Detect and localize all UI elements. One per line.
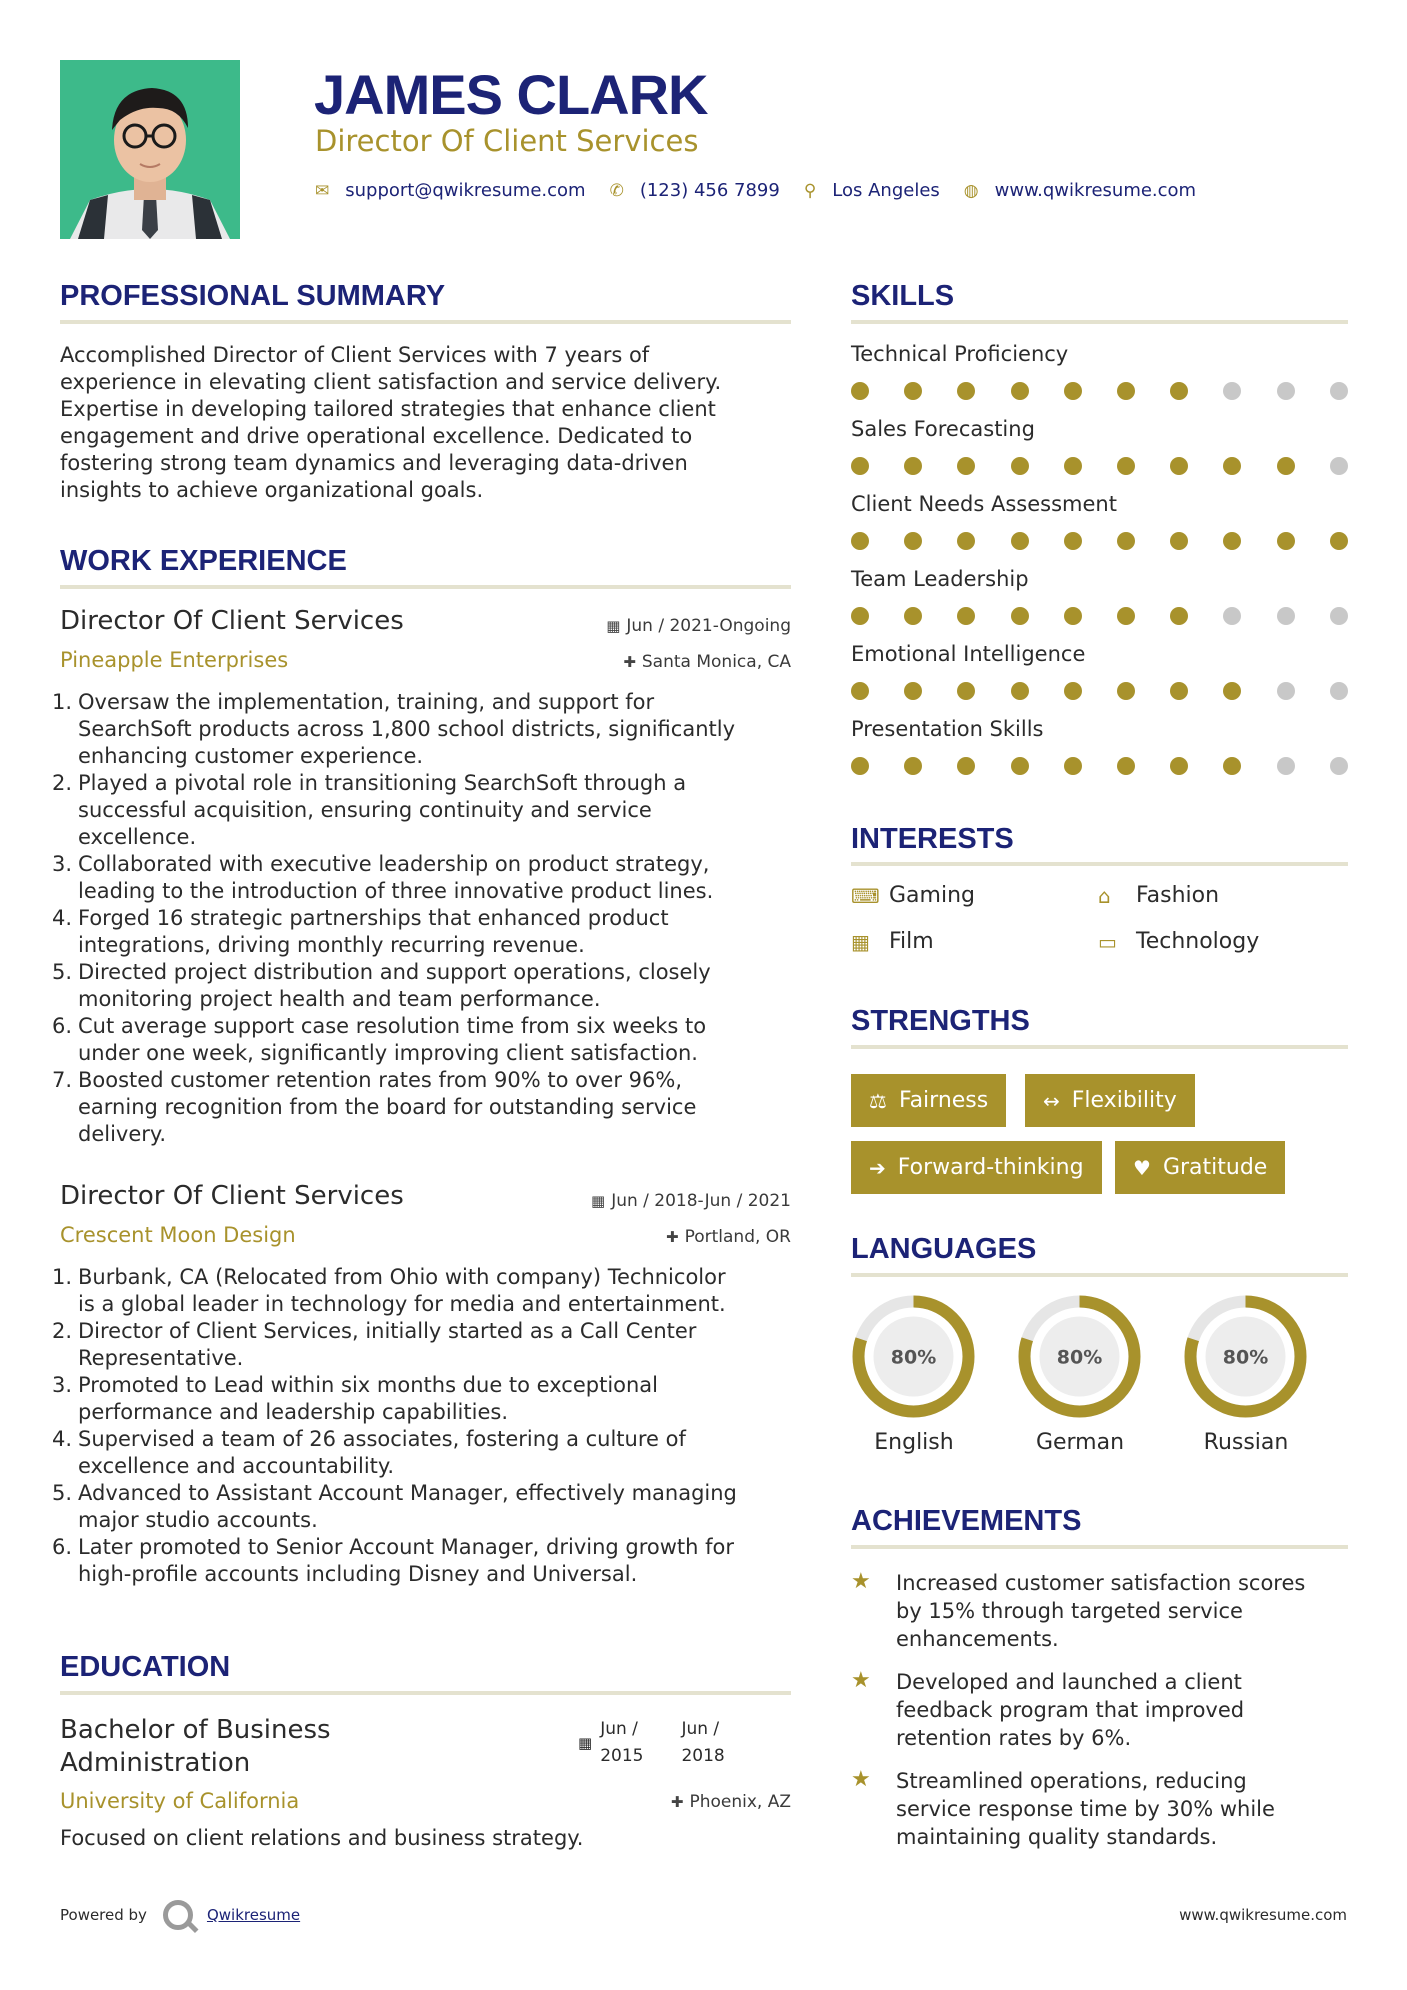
school-name: University of California [60, 1789, 300, 1813]
duty-line: Burbank, CA (Relocated from Ohio with company) Technicolor [78, 1265, 726, 1289]
section-divider [60, 1691, 791, 1695]
degree-line: Bachelor of Business [60, 1715, 331, 1745]
degree-name [60, 1714, 331, 1780]
achievement-line: Developed and launched a client [896, 1670, 1242, 1694]
school-location-text: Phoenix, AZ [689, 1792, 791, 1812]
skill-dot-empty [1330, 757, 1348, 775]
film-icon: ▦ [851, 929, 870, 954]
interest-item [851, 929, 934, 954]
duty-item [52, 1372, 791, 1426]
pushpin-icon: ✚ [623, 653, 636, 671]
duty-item [52, 1480, 791, 1534]
duty-line: Advanced to Assistant Account Manager, effectively managing [78, 1481, 737, 1505]
duty-line: Director of Client Services, initially started as a Call Center [78, 1319, 697, 1343]
duty-line: successful acquisition, ensuring continuity and service [78, 798, 652, 822]
contact-email[interactable]: support@qwikresume.com [345, 180, 586, 201]
summary-heading: PROFESSIONAL SUMMARY [60, 280, 446, 312]
skill-dot-filled [1223, 532, 1241, 550]
duty-line: leading to the introduction of three innovative product lines. [78, 879, 714, 903]
footer-brand-link[interactable]: Qwikresume [206, 1906, 301, 1924]
interest-item [1098, 883, 1219, 908]
shopping-bag-icon: ⌂ [1098, 883, 1111, 908]
skill-dot-filled [1117, 757, 1135, 775]
duty-line: major studio accounts. [78, 1508, 318, 1532]
skill-dot-filled [1170, 682, 1188, 700]
job-title: Director Of Client Services [60, 606, 404, 636]
calendar-icon: ▦ [606, 617, 621, 635]
arrow-right-icon: ➔ [869, 1155, 886, 1180]
job-dates [606, 616, 791, 636]
language-percent: 80% [890, 1346, 937, 1369]
section-divider [60, 320, 791, 324]
achievement-line: service response time by 30% while [896, 1797, 1275, 1821]
skill-dot-filled [957, 757, 975, 775]
skill-dot-filled [851, 757, 869, 775]
duty-line: Supervised a team of 26 associates, fostering a culture of [78, 1427, 686, 1451]
duty-item [52, 1426, 791, 1480]
job-company: Crescent Moon Design [60, 1223, 296, 1247]
duty-number: 5. [52, 960, 73, 984]
skill-name: Presentation Skills [851, 717, 1044, 741]
job-location [623, 652, 791, 672]
duty-line: delivery. [78, 1122, 167, 1146]
interest-label: Gaming [889, 883, 975, 908]
skill-dot-empty [1277, 382, 1295, 400]
duty-item [52, 1067, 791, 1148]
skill-dot-filled [1011, 607, 1029, 625]
duty-line: integrations, driving monthly recurring revenue. [78, 933, 585, 957]
skill-dot-filled [957, 607, 975, 625]
duty-number: 1. [52, 1265, 73, 1289]
duty-number: 6. [52, 1535, 73, 1559]
candidate-name: JAMES CLARK [314, 63, 708, 126]
skill-dot-filled [1117, 457, 1135, 475]
language-gauge [1017, 1294, 1142, 1419]
language-percent: 80% [1056, 1346, 1103, 1369]
skill-name: Team Leadership [851, 567, 1029, 591]
pushpin-icon: ✚ [666, 1228, 679, 1246]
skill-dot-filled [851, 457, 869, 475]
duty-line: earning recognition from the board for outstanding service [78, 1095, 697, 1119]
interest-label: Film [889, 929, 934, 954]
skill-dot-filled [1064, 757, 1082, 775]
skill-dot-filled [851, 682, 869, 700]
duty-line: Later promoted to Senior Account Manager, driving growth for [78, 1535, 735, 1559]
skill-dot-filled [1223, 757, 1241, 775]
strength-label: Forward-thinking [897, 1155, 1084, 1180]
skill-dot-filled [904, 682, 922, 700]
education-start-year: 2015 [600, 1746, 644, 1766]
skill-rating [851, 532, 1351, 552]
duty-item [52, 1264, 791, 1318]
duty-number: 2. [52, 771, 73, 795]
skill-dot-empty [1277, 757, 1295, 775]
duty-line: high-profile accounts including Disney and Universal. [78, 1562, 638, 1586]
skill-dot-filled [904, 607, 922, 625]
skill-dot-filled [1011, 457, 1029, 475]
duty-item [52, 959, 791, 1013]
star-icon: ★ [851, 1767, 871, 1792]
skill-dot-filled [1170, 457, 1188, 475]
globe-icon: ◍ [963, 180, 979, 201]
achievement-text [896, 1569, 1305, 1653]
contact-location: Los Angeles [832, 180, 940, 201]
achievements-heading: ACHIEVEMENTS [851, 1505, 1082, 1537]
duty-line: Representative. [78, 1346, 244, 1370]
footer-powered-by [60, 1900, 300, 1930]
footer-website[interactable]: www.qwikresume.com [1179, 1906, 1347, 1924]
skill-rating [851, 457, 1351, 477]
skill-dot-filled [904, 457, 922, 475]
interests-heading: INTERESTS [851, 823, 1014, 855]
skill-dot-empty [1277, 682, 1295, 700]
achievement-item [851, 1668, 1351, 1752]
section-divider [851, 862, 1348, 866]
skill-dot-filled [1223, 682, 1241, 700]
skill-dot-filled [1064, 607, 1082, 625]
skill-dot-filled [957, 382, 975, 400]
summary-text [60, 342, 791, 504]
duty-line: performance and leadership capabilities. [78, 1400, 508, 1424]
achievement-item [851, 1767, 1351, 1851]
skill-dot-filled [904, 382, 922, 400]
location-pin-icon: ⚲ [803, 180, 817, 201]
duty-item [52, 1534, 791, 1588]
achievement-line: retention rates by 6%. [896, 1726, 1132, 1750]
duty-number: 5. [52, 1481, 73, 1505]
pushpin-icon: ✚ [670, 1793, 684, 1811]
duty-item [52, 905, 791, 959]
duty-line: Cut average support case resolution time from six weeks to [78, 1014, 707, 1038]
skill-rating [851, 607, 1351, 627]
skill-dot-filled [1011, 382, 1029, 400]
language-percent: 80% [1222, 1346, 1269, 1369]
duty-number: 4. [52, 906, 73, 930]
duty-item [52, 770, 791, 851]
skill-name: Emotional Intelligence [851, 642, 1086, 666]
skill-dot-filled [1011, 757, 1029, 775]
education-start-month: Jun / [600, 1719, 638, 1739]
summary-line: experience in elevating client satisfaction and service delivery. [60, 370, 722, 394]
skill-dot-empty [1330, 457, 1348, 475]
job-location [666, 1227, 791, 1247]
skill-rating [851, 682, 1351, 702]
duty-line: SearchSoft products across 1,800 school districts, significantly [78, 717, 736, 741]
skill-dot-filled [1064, 457, 1082, 475]
strength-badge [1115, 1141, 1285, 1194]
skill-dot-empty [1223, 607, 1241, 625]
language-name: Russian [1203, 1430, 1289, 1455]
duty-item [52, 1318, 791, 1372]
section-divider [851, 1273, 1348, 1277]
skill-dot-filled [851, 607, 869, 625]
duty-line: monitoring project health and team performance. [78, 987, 601, 1011]
achievement-line: maintaining quality standards. [896, 1825, 1218, 1849]
skill-dot-filled [1117, 682, 1135, 700]
contact-phone[interactable]: (123) 456 7899 [639, 180, 780, 201]
job-title: Director Of Client Services [60, 1181, 404, 1211]
star-icon: ★ [851, 1569, 871, 1594]
skill-dot-filled [851, 532, 869, 550]
duty-item [52, 851, 791, 905]
interest-label: Technology [1136, 929, 1260, 954]
language-gauge [851, 1294, 976, 1419]
duty-number: 3. [52, 852, 73, 876]
skill-dot-filled [1170, 607, 1188, 625]
section-divider [851, 1045, 1348, 1049]
language-name: English [874, 1430, 954, 1455]
education-heading: EDUCATION [60, 1651, 231, 1683]
degree-line: Administration [60, 1748, 251, 1778]
calendar-icon: ▦ [578, 1734, 593, 1752]
duty-line: excellence. [78, 825, 197, 849]
skill-dot-filled [1170, 382, 1188, 400]
skill-dot-filled [1064, 382, 1082, 400]
heart-icon: ♥ [1133, 1155, 1151, 1180]
profile-photo [60, 60, 240, 239]
job-company: Pineapple Enterprises [60, 648, 289, 672]
skill-dot-filled [957, 532, 975, 550]
duty-number: 2. [52, 1319, 73, 1343]
achievement-line: Increased customer satisfaction scores [896, 1571, 1306, 1595]
achievement-line: Streamlined operations, reducing [896, 1769, 1247, 1793]
skill-dot-filled [1011, 532, 1029, 550]
strength-badge [851, 1141, 1102, 1194]
skill-rating [851, 382, 1351, 402]
education-start [600, 1716, 643, 1770]
skill-dot-filled [1011, 682, 1029, 700]
achievement-line: feedback program that improved [896, 1698, 1245, 1722]
duty-line: Forged 16 strategic partnerships that enhanced product [78, 906, 669, 930]
summary-line: Expertise in developing tailored strategies that enhance client [60, 397, 716, 421]
skill-dot-filled [1064, 532, 1082, 550]
email-icon: ✉ [315, 180, 330, 201]
powered-by-text: Powered by [60, 1906, 147, 1924]
achievement-text [896, 1767, 1275, 1851]
duty-line: is a global leader in technology for media and entertainment. [78, 1292, 726, 1316]
duty-line: Promoted to Lead within six months due to exceptional [78, 1373, 659, 1397]
duty-item [52, 1013, 791, 1067]
duty-line: Oversaw the implementation, training, and support for [78, 690, 655, 714]
skill-dot-filled [904, 757, 922, 775]
duty-line: Directed project distribution and support operations, closely [78, 960, 711, 984]
skill-dot-empty [1330, 682, 1348, 700]
strength-badge [851, 1074, 1006, 1127]
strength-label: Flexibility [1071, 1088, 1177, 1113]
achievement-line: enhancements. [896, 1627, 1059, 1651]
gamepad-icon: ⌨ [851, 883, 880, 908]
skills-heading: SKILLS [851, 280, 955, 312]
skill-dot-filled [1117, 532, 1135, 550]
phone-icon: ✆ [609, 180, 624, 201]
contact-row [315, 180, 1220, 201]
section-divider [851, 1545, 1348, 1549]
duty-item [52, 689, 791, 770]
skill-dot-filled [1170, 757, 1188, 775]
skill-dot-filled [904, 532, 922, 550]
interest-label: Fashion [1136, 883, 1220, 908]
skill-dot-filled [1277, 532, 1295, 550]
duty-line: excellence and accountability. [78, 1454, 395, 1478]
qwikresume-logo-icon [163, 1900, 193, 1930]
duty-line: Played a pivotal role in transitioning SearchSoft through a [78, 771, 687, 795]
skill-name: Client Needs Assessment [851, 492, 1117, 516]
achievement-text [896, 1668, 1244, 1752]
summary-line: fostering strong team dynamics and leveraging data-driven [60, 451, 688, 475]
job-dates [591, 1191, 791, 1211]
skill-dot-filled [957, 457, 975, 475]
skill-dot-filled [1277, 457, 1295, 475]
skill-dot-filled [1064, 682, 1082, 700]
balance-scale-icon: ⚖ [869, 1088, 887, 1113]
education-end [681, 1716, 724, 1770]
education-end-month: Jun / [681, 1719, 720, 1739]
skill-dot-empty [1330, 382, 1348, 400]
contact-website[interactable]: www.qwikresume.com [994, 180, 1197, 201]
language-name: German [1035, 1430, 1125, 1455]
skill-name: Sales Forecasting [851, 417, 1035, 441]
skill-dot-empty [1330, 607, 1348, 625]
language-gauge [1183, 1294, 1308, 1419]
summary-line: Accomplished Director of Client Services with 7 years of [60, 343, 650, 367]
skill-rating [851, 757, 1351, 777]
skill-dot-filled [1117, 382, 1135, 400]
skill-dot-empty [1223, 382, 1241, 400]
job-duties-list [52, 1264, 791, 1588]
achievement-line: by 15% through targeted service [896, 1599, 1243, 1623]
laptop-icon: ▭ [1098, 929, 1117, 954]
school-location [671, 1792, 791, 1812]
skill-name: Technical Proficiency [851, 342, 1069, 366]
calendar-icon: ▦ [591, 1192, 606, 1210]
skill-dot-filled [851, 382, 869, 400]
languages-heading: LANGUAGES [851, 1233, 1037, 1265]
strength-badge [1025, 1074, 1195, 1127]
job-duties-list [52, 689, 791, 1148]
duty-line: Boosted customer retention rates from 90% to over 96%, [78, 1068, 683, 1092]
duty-number: 6. [52, 1014, 73, 1038]
education-dates [578, 1716, 725, 1770]
achievement-item [851, 1569, 1351, 1653]
job-dates-text: Jun / 2021-Ongoing [626, 616, 791, 636]
education-description: Focused on client relations and business strategy. [60, 1826, 584, 1850]
experience-heading: WORK EXPERIENCE [60, 545, 347, 577]
arrows-horizontal-icon: ↔ [1043, 1088, 1060, 1113]
job-location-text: Portland, OR [684, 1227, 791, 1247]
duty-line: Collaborated with executive leadership on product strategy, [78, 852, 710, 876]
skill-dot-filled [1330, 532, 1348, 550]
duty-line: under one week, significantly improving client satisfaction. [78, 1041, 698, 1065]
summary-line: engagement and drive operational excellence. Dedicated to [60, 424, 693, 448]
job-dates-text: Jun / 2018-Jun / 2021 [611, 1191, 791, 1211]
interest-item [1098, 929, 1259, 954]
duty-line: enhancing customer experience. [78, 744, 424, 768]
skill-dot-empty [1277, 607, 1295, 625]
skill-dot-filled [1223, 457, 1241, 475]
duty-number: 3. [52, 1373, 73, 1397]
duty-number: 4. [52, 1427, 73, 1451]
skill-dot-filled [1117, 607, 1135, 625]
strength-label: Gratitude [1162, 1155, 1268, 1180]
job-location-text: Santa Monica, CA [641, 652, 791, 672]
strengths-heading: STRENGTHS [851, 1005, 1030, 1037]
education-end-year: 2018 [681, 1746, 725, 1766]
duty-number: 1. [52, 690, 73, 714]
skill-dot-filled [957, 682, 975, 700]
section-divider [60, 585, 791, 589]
skill-dot-filled [1170, 532, 1188, 550]
summary-line: insights to achieve organizational goals. [60, 478, 484, 502]
candidate-title: Director Of Client Services [315, 124, 699, 158]
section-divider [851, 320, 1348, 324]
interest-item [851, 883, 975, 908]
star-icon: ★ [851, 1668, 871, 1693]
duty-number: 7. [52, 1068, 73, 1092]
strength-label: Fairness [898, 1088, 989, 1113]
